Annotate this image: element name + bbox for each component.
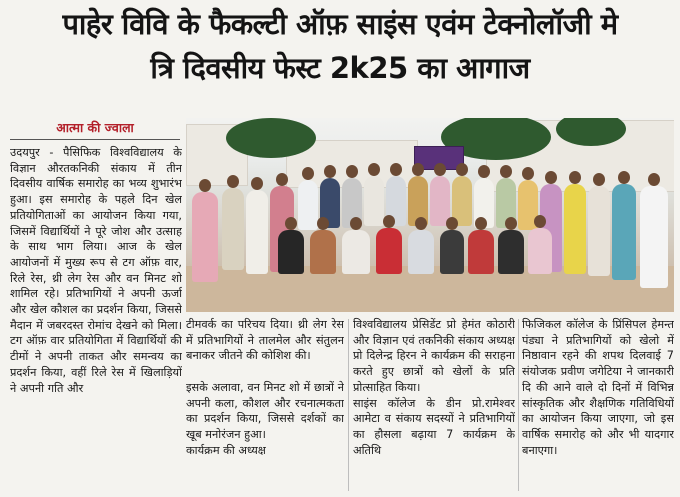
headline-line-1: पाहेर विवि के फैकल्टी ऑफ़ साइंस एवंम टेक्नोलॉजी मे — [62, 7, 618, 41]
photo-person — [246, 190, 268, 274]
column-divider — [348, 319, 349, 491]
article-column-3 — [353, 317, 515, 495]
article-text-col3: विश्वविद्यालय प्रेसिडेंट प्रो हेमंत कोठारी और विज्ञान एवं तकनिकी संकाय अध्यक्ष प्रो दिलेन्द्र हिरन ने कार्यक्रम की सराहना करते हुए छात्रों को खेलों के प्रति प्रोत्साहित किया। साइंस कॉलेज के डीन प्रो.रामेश्वर आमेटा व संकाय सदस्यों ने प्रतिभागियों का हौसला बढ़ाया 7 कार्यक्रम के अतिथि — [353, 318, 515, 457]
photo-person — [278, 230, 304, 274]
photo-person — [376, 228, 402, 274]
article-column-1 — [10, 145, 182, 495]
photo-person — [468, 230, 494, 274]
headline-line-2: त्रि दिवसीय फेस्ट 2k25 का आगाज — [150, 51, 530, 85]
photo-person — [310, 230, 336, 274]
article-text-col1: उदयपुर - पैसिफिक विश्वविद्यालय के विज्ञान औरतकनिकी संकाय में तीन दिवसीय वार्षिक समारोह का भव्य शुभारंभ हुआ। इस समारोह के पहले दिन खेल प्रतियोगिताओं का आयोजन किया गया, जिसमें विद्यार्थियों ने पूरे जोश और उत्साह के साथ भाग लिया। आज के खेल आयोजनों में मुख्य रूप से टग ऑफ़ वार, रिले रेस, थ्री लेग रेस और वन मिनट शो शामिल रहे। प्रतिभागियों ने अपनी ऊर्जा और खेल कौशल का प्रदर्शन किया, जिससे मैदान में जबरदस्त रोमांच देखने को मिला। टग ऑफ़ वार प्रतियोगिता में विद्यार्थियों की टीमों ने अपनी ताकत और समन्वय का प्रदर्शन किया, वहीं रिले रेस में खिलाड़ियों ने अपनी गति और — [10, 146, 182, 395]
photo-person — [440, 230, 464, 274]
byline: आत्मा की ज्वाला — [56, 120, 134, 135]
photo-person — [640, 186, 668, 288]
article-text-col2: टीमवर्क का परिचय दिया। थ्री लेग रेस में प्रतिभागियों ने तालमेल और संतुलन बनाकर जीतने की कोशिश की। इसके अलावा, वन मिनट शो में छात्रों ने अपनी कला, कौशल और रचनात्मकता का प्रदर्शन किया, जिससे दर्शकों का खूब मनोरंजन हुआ। कार्यक्रम की अध्यक्ष — [186, 318, 344, 457]
group-photo-image — [186, 118, 674, 312]
photo-person — [192, 192, 218, 282]
photo-person — [342, 230, 370, 274]
photo-person — [588, 186, 610, 276]
photo-person — [564, 184, 586, 274]
photo-person — [364, 176, 384, 226]
article-column-4 — [522, 317, 674, 495]
photo-person — [528, 228, 552, 274]
column-divider — [518, 319, 519, 491]
photo-person — [408, 230, 434, 274]
photo-person — [498, 230, 524, 274]
photo-crowd — [186, 118, 674, 312]
photo-person — [298, 180, 318, 230]
byline-divider — [10, 139, 180, 140]
photo-person — [612, 184, 636, 280]
article-text-col4: फिजिकल कॉलेज के प्रिंसिपल हेमन्त पंड्या ने प्रतिभागियों को खेलो में निष्ठावान रहने की शपथ दिलवाई 7 संयोजक प्रवीण जगेटिया ने जानकारी दि की आने वाले दो दिनों में विभिन्न सांस्कृतिक और शैक्षणिक गतिविधियों का आयोजन किया जाएगा, जो इस वार्षिक समारोह को और भी यादगार बनाएगा। — [522, 318, 674, 457]
article-column-2 — [186, 317, 344, 495]
photo-person — [222, 188, 244, 270]
